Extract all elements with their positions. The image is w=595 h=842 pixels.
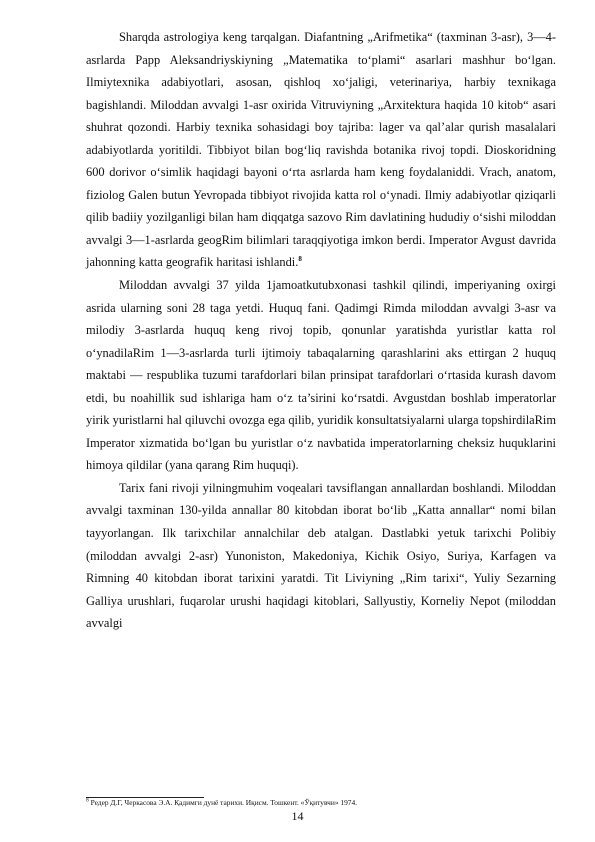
body-text [86, 26, 556, 635]
paragraph-law [86, 274, 556, 477]
paragraph-astrology-science [86, 26, 556, 274]
page-number: 14 [291, 809, 304, 823]
footnote-reference: 8 [298, 255, 302, 264]
footnote-text: Редер Д.Г, Черкасова Э.А. Қадимги дунё тарихи. Иқисм. Тошкент. «Ўқитувчи» 1974. [90, 798, 358, 807]
paragraph-text: Miloddan avvalgi 37 yilda 1jamoatkutubxonasi tashkil qilindi, imperiyaning oxirgi asrida ularning soni 28 taga yetdi. Huquq fani. Qadimgi Rimda miloddan avvalgi 3-asr va milodiy 3-asrlarda huquq keng rivoj topib, qonunlar yaratishda yuristlar katta rol o‘ynadilaRim 1—3-asrlarda turli ijtimoiy tabaqalarning qarashlarini aks ettirgan 2 huquq maktabi — respublika tuzumi tarafdorlari bilan prinsipat tarafdorlari o‘rtasida kurash davom etdi, bu noahillik sud ishlariga ham o‘z ta’sirini ko‘rsatdi. Avgustdan boshlab imperatorlar yirik yuristlarni hal qiluvchi ovozga ega qilib, yuridik konsultatsiyalarni ularga topshirdilaRim Imperator xizmatida bo‘lgan bu yuristlar o‘z navbatida imperatorlarning cheksiz huquklarini himoya qildilar (yana qarang Rim huquqi). [86, 278, 556, 473]
paragraph-text: Sharqda astrologiya keng tarqalgan. Diafantning „Arifmetika“ (taxminan 3-asr), 3—4-asrlarda Papp Aleksandriyskiyning „Matematika to‘plami“ asarlari mashhur bo‘lgan. Ilmiytexnika adabiyotlari, asosan, qishloq xo‘jaligi, veterinariya, harbiy texnikaga bagishlandi. Miloddan avvalgi 1-asr oxirida Vitruviyning „Arxitektura haqida 10 kitob“ asari shuhrat qozondi. Harbiy texnika sohasidagi boy tajriba: lager va qal’alar qurish masalalari adabiyotlarda yoritildi. Tibbiyot bilan bog‘liq ravishda botanika rivoj topdi. Dioskoridning 600 dorivor o‘simlik haqidagi bayoni o‘rta asrlarda ham keng foydalaniddi. Vrach, anatom, fiziolog Galen butun Yevropada tibbiyot rivojida katta rol o‘ynadi. Ilmiy adabiyotlar qiziqarli qilib badiiy yozilganligi bilan ham diqqatga sazovo Rim davlatining hududiy o‘sishi miloddan avvalgi 3—1-asrlarda geogRim bilimlari taraqqiyotiga imkon berdi. Imperator Avgust davrida jahonning katta geografik haritasi ishlandi. [86, 30, 556, 270]
paragraph-text: Tarix fani rivoji yilningmuhim voqealari tavsiflangan annallardan boshlandi. Miloddan avvalgi taxminan 130-yilda annallar 80 kitobdan iborat bo‘lib „Katta annallar“ nomi bilan tayyorlangan. Ilk tarixchilar annalchilar deb atalgan. Dastlabki yetuk tarixchi Polibiy (miloddan avvalgi 2-asr) Yunoniston, Makedoniya, Kichik Osiyo, Suriya, Karfagen va Rimning 40 kitobdan iborat tarixini yaratdi. Tit Liviyning „Rim tarixi“, Yuliy Sezarning Galliya urushlari, fuqarolar urushi haqidagi kitoblari, Sallyustiy, Korneliy Nepot (miloddan avvalgi [86, 480, 556, 631]
footnote-number: 8 [86, 797, 89, 804]
footnote [86, 798, 556, 808]
paragraph-history [86, 477, 556, 635]
